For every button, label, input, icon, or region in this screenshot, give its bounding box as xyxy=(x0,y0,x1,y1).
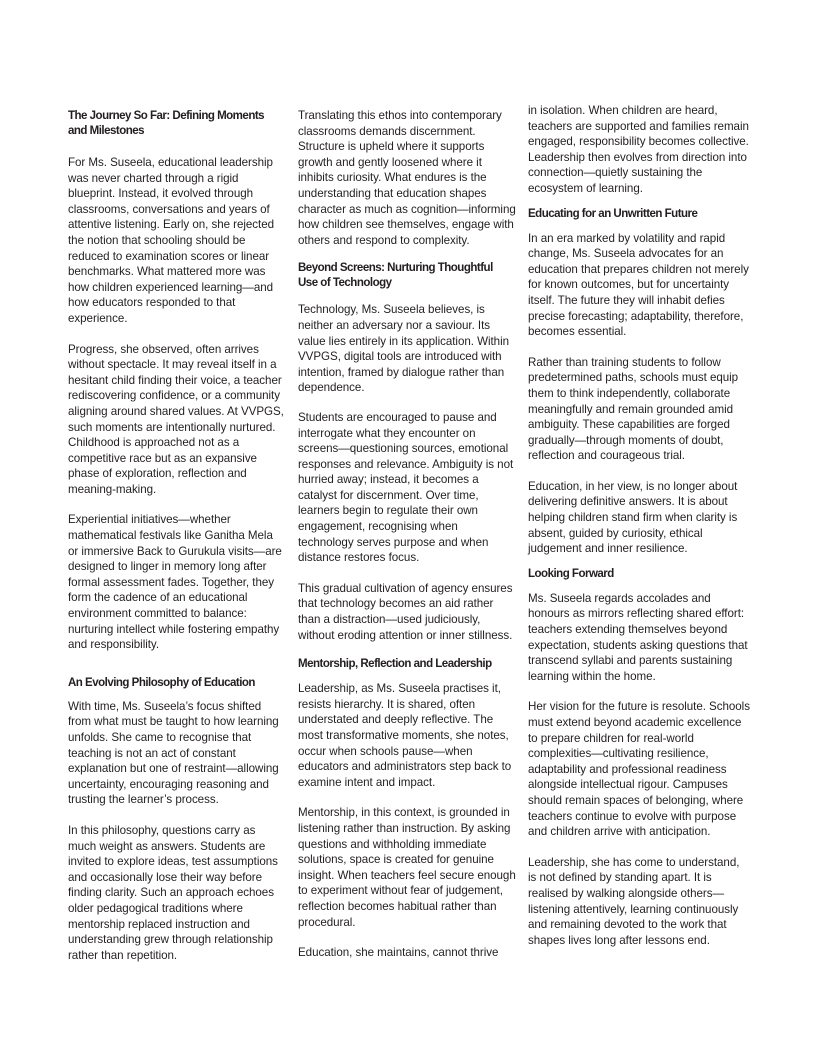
paragraph: Experiential initiatives—whether mathematical festivals like Ganitha Mela or immersive Back to Gurukula visits—are designed to linger in memory long after formal assessment fades. Together, they form the cadence of an educational environment committed to balance: nurturing intellect while fostering empathy and responsibility. xyxy=(68,513,282,652)
paragraph: Translating this ethos into contemporary classrooms demands discernment. Structure is upheld where it supports growth and gently loosened where it inhibits curiosity. What endures is the understanding that education shapes character as much as cognition—informing how children see themselves, engage with others and respond to complexity. xyxy=(298,109,516,247)
paragraph: Leadership, she has come to understand, is not defined by standing apart. It is realised by walking alongside others—listening attentively, learning continuously and remaining devoted to the work that shapes lives long after lessons end. xyxy=(528,855,740,947)
paragraph: Leadership, as Ms. Suseela practises it, resists hierarchy. It is shared, often understated and deeply reflective. The most transformative moments, she notes, occur when schools pause—when educators and administrators step back to examine intent and impact. xyxy=(298,682,512,789)
paragraph: in isolation. When children are heard, teachers are supported and families remain engaged, responsibility becomes collective. Leadership then evolves from direction into connection—quietly sustaining the ecosystem of learning. xyxy=(528,104,749,195)
heading-unwritten-future: Educating for an Unwritten Future xyxy=(528,205,698,220)
heading-journey-so-far: The Journey So Far: Defining Moments and Milestones xyxy=(68,108,265,137)
paragraph: In an era marked by volatility and rapid change, Ms. Suseela advocates for an education that prepares children not merely for known outcomes, but for uncertainty itself. The future they will inhabit defies precise forecasting; adaptability, therefore, becomes essential. xyxy=(528,231,749,339)
paragraph: For Ms. Suseela, educational leadership was never charted through a rigid blueprint. Instead, it evolved through classrooms, conversations and years of attentive listening. Early on, she rejected the notion that schooling should be reduced to examination scores or linear benchmarks. What mattered more was how children experienced learning—and how educators responded to that experience. xyxy=(68,156,275,325)
heading-beyond-screens: Beyond Screens: Nurturing Thoughtful Use of Technology xyxy=(298,260,493,290)
paragraph: This gradual cultivation of agency ensures that technology becomes an aid rather than a distraction—used judiciously, without eroding attention or inner stillness. xyxy=(298,581,513,642)
paragraph: In this philosophy, questions carry as much weight as answers. Students are invited to explore ideas, test assumptions and occasionally lose their way before finding clarity. Such an approach echoes older pedagogical traditions where mentorship replaced instruction and understanding grew through relationship rather than repetition. xyxy=(68,823,278,962)
heading-evolving-philosophy: An Evolving Philosophy of Education xyxy=(68,674,255,689)
paragraph: Her vision for the future is resolute. Schools must extend beyond academic excellence to prepare children for real-world complexities—cultivating resilience, adaptability and professional readiness alongside intellectual rigour. Campuses should remain spaces of belonging, where teachers continue to evolve with purpose and children arrive with anticipation. xyxy=(528,700,750,839)
paragraph: Rather than training students to follow predetermined paths, schools must equip them to think independently, collaborate meaningfully and remain grounded amid ambiguity. These capabilities are forged gradually—through moments of doubt, reflection and courageous trial. xyxy=(528,355,739,463)
paragraph: Progress, she observed, often arrives without spectacle. It may reveal itself in a hesitant child finding their voice, a teacher rediscovering confidence, or a community aligning around shared values. At VVPGS, such moments are intentionally nurtured. Childhood is approached not as a competitive race but as an expansive phase of exploration, reflection and meaning-making. xyxy=(68,342,284,496)
heading-mentorship: Mentorship, Reflection and Leadership xyxy=(298,656,492,671)
paragraph: Mentorship, in this context, is grounded in listening rather than instruction. By asking questions and withholding immediate solutions, space is created for genuine insight. When teachers feel secure enough to experiment without fear of judgement, reflection becomes habitual rather than procedural. xyxy=(298,806,516,929)
article-column-3 xyxy=(528,103,750,963)
paragraph: Education, she maintains, cannot thrive xyxy=(298,946,499,960)
paragraph: With time, Ms. Suseela’s focus shifted from what must be taught to how learning unfolds. She came to recognise that teaching is not an act of constant explanation but one of restraint—allowing uncertainty, encouraging reasoning and trusting the learner’s process. xyxy=(68,699,279,807)
article-column-1 xyxy=(68,108,286,978)
heading-looking-forward: Looking Forward xyxy=(528,565,614,580)
paragraph: Education, in her view, is no longer about delivering definitive answers. It is about helping children stand firm when clarity is absent, guided by curiosity, ethical judgement and inner resilience. xyxy=(528,479,738,556)
paragraph: Ms. Suseela regards accolades and honours as mirrors reflecting shared effort: teachers extending themselves beyond expectation, students asking questions that transcend syllabi and parents sustaining learning within the home. xyxy=(528,591,748,683)
paragraph: Students are encouraged to pause and interrogate what they encounter on screens—questioning sources, emotional responses and relevance. Ambiguity is not hurried away; instead, it becomes a catalyst for discernment. Over time, learners begin to regulate their own engagement, recognising when technology serves purpose and when distance restores focus. xyxy=(298,410,514,565)
paragraph: Technology, Ms. Suseela believes, is neither an adversary nor a saviour. Its value lies entirely in its application. Within VVPGS, digital tools are introduced with intention, framed by dialogue rather than dependence. xyxy=(298,303,509,395)
article-column-2 xyxy=(298,108,516,976)
